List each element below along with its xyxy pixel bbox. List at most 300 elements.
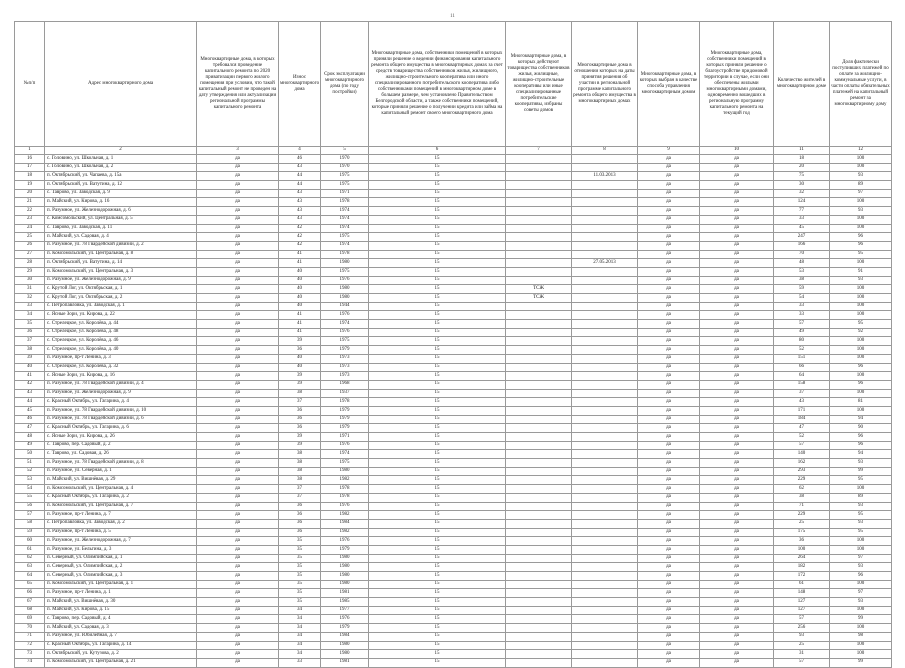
- table-cell: 64: [774, 372, 830, 381]
- table-cell: да: [700, 519, 774, 528]
- header-cell: Многоквартирные дома в отношении которых на даты принятия решения об участии в региональной программе капитального ремонта общего имущества в многоквартирных домах: [572, 22, 638, 147]
- table-cell: [572, 311, 638, 320]
- table-cell: 1980: [321, 285, 369, 294]
- row-number-cell: 38: [15, 346, 45, 355]
- table-row: [15, 406, 892, 415]
- table-cell: 15: [369, 294, 506, 303]
- table-cell: 89: [830, 181, 892, 190]
- table-row: [15, 424, 892, 433]
- table-cell: 46: [279, 155, 321, 164]
- table-cell: да: [197, 624, 279, 633]
- table-cell: да: [197, 163, 279, 172]
- table-cell: 37: [774, 389, 830, 398]
- table-cell: 35: [279, 537, 321, 546]
- table-cell: 38: [279, 467, 321, 476]
- table-cell: 1981: [321, 589, 369, 598]
- table-cell: 171: [774, 406, 830, 415]
- table-cell: 100: [830, 606, 892, 615]
- table-row: [15, 337, 892, 346]
- table-cell: 15: [369, 493, 506, 502]
- table-cell: да: [700, 198, 774, 207]
- row-number-cell: 46: [15, 415, 45, 424]
- table-cell: 1975: [321, 172, 369, 181]
- table-cell: 62: [774, 485, 830, 494]
- table-cell: 1974: [321, 450, 369, 459]
- row-number-cell: 54: [15, 485, 45, 494]
- table-cell: 1976: [321, 441, 369, 450]
- table-cell: 15: [369, 241, 506, 250]
- table-cell: 93: [830, 598, 892, 607]
- table-cell: да: [197, 502, 279, 511]
- table-cell: да: [638, 424, 700, 433]
- table-cell: 100: [830, 537, 892, 546]
- address-cell: с. Петропавловка, ул. Заводская, д. 2: [45, 519, 197, 528]
- address-cell: с. Стрелецкое, ул. Королёва, д. 40: [45, 346, 197, 355]
- address-cell: п. Разумное, ул. 78 Гвардейской дивизии, д. 10: [45, 406, 197, 415]
- table-cell: 97: [830, 589, 892, 598]
- table-cell: да: [197, 424, 279, 433]
- address-cell: п. Комсомольский, ул. Центральная, д. 7: [45, 502, 197, 511]
- table-cell: 1974: [321, 241, 369, 250]
- table-cell: да: [700, 493, 774, 502]
- table-cell: да: [638, 198, 700, 207]
- table-row: [15, 467, 892, 476]
- table-cell: да: [638, 406, 700, 415]
- row-number-cell: 18: [15, 172, 45, 181]
- table-cell: да: [197, 155, 279, 164]
- table-cell: [506, 311, 572, 320]
- table-row: [15, 215, 892, 224]
- address-cell: п. Майский, ул. Вишнёвая, д. 30: [45, 598, 197, 607]
- table-cell: [506, 346, 572, 355]
- table-cell: 41: [279, 320, 321, 329]
- address-cell: п. Разумное, ул. Железнодорожная, д. 9: [45, 276, 197, 285]
- table-cell: 15: [369, 320, 506, 329]
- table-cell: 1979: [321, 545, 369, 554]
- table-cell: [506, 398, 572, 407]
- table-cell: 15: [369, 267, 506, 276]
- table-cell: 1979: [321, 415, 369, 424]
- table-cell: 36: [279, 511, 321, 520]
- address-cell: с. Таврово, пер. Садовый, д. 4: [45, 615, 197, 624]
- table-row: [15, 580, 892, 589]
- column-number: 12: [830, 147, 892, 155]
- table-cell: да: [197, 233, 279, 242]
- row-number-cell: 53: [15, 476, 45, 485]
- table-cell: да: [700, 441, 774, 450]
- table-cell: 1980: [321, 554, 369, 563]
- table-cell: да: [700, 163, 774, 172]
- row-number-cell: 62: [15, 554, 45, 563]
- table-cell: да: [638, 224, 700, 233]
- table-row: [15, 207, 892, 216]
- table-cell: [506, 259, 572, 268]
- table-cell: [506, 606, 572, 615]
- table-row: [15, 328, 892, 337]
- table-cell: 100: [830, 337, 892, 346]
- table-cell: 100: [830, 294, 892, 303]
- table-cell: 15: [369, 650, 506, 659]
- table-cell: [572, 320, 638, 329]
- table-cell: 93: [830, 172, 892, 181]
- table-cell: 59: [774, 285, 830, 294]
- table-cell: 15: [369, 563, 506, 572]
- table-cell: 38: [774, 276, 830, 285]
- table-cell: да: [197, 354, 279, 363]
- table-cell: 96: [830, 233, 892, 242]
- header-cell: Многоквартирные дома, собственники помещений в которых приняли решение о благоустройстве придомовой территории в случае, если они обеспечены жилыми многоквартирными домами, одновременно вошедших в региональную программу капитального ремонта на текущий год: [700, 22, 774, 147]
- table-cell: да: [700, 241, 774, 250]
- table-cell: [506, 441, 572, 450]
- table-cell: [506, 537, 572, 546]
- table-cell: 15: [369, 189, 506, 198]
- table-cell: 32: [774, 189, 830, 198]
- table-cell: 15: [369, 337, 506, 346]
- table-cell: да: [197, 650, 279, 659]
- column-number: 9: [638, 147, 700, 155]
- table-cell: 182: [774, 563, 830, 572]
- table-cell: 1980: [321, 259, 369, 268]
- table-row: [15, 354, 892, 363]
- table-cell: 34: [279, 650, 321, 659]
- row-number-cell: 48: [15, 433, 45, 442]
- table-row: [15, 241, 892, 250]
- table-cell: 71: [774, 502, 830, 511]
- table-cell: 41: [279, 311, 321, 320]
- table-cell: да: [638, 363, 700, 372]
- table-cell: 15: [369, 615, 506, 624]
- row-number-cell: 27: [15, 250, 45, 259]
- table-cell: [506, 233, 572, 242]
- table-cell: [572, 328, 638, 337]
- table-cell: 41: [279, 250, 321, 259]
- table-cell: [572, 545, 638, 554]
- address-cell: п. Комсомольский, ул. Центральная, д. 21: [45, 658, 197, 667]
- table-cell: 100: [830, 346, 892, 355]
- address-cell: п. Разумное, пр-т Ленина, д. 7: [45, 511, 197, 520]
- table-cell: 15: [369, 155, 506, 164]
- table-cell: да: [700, 346, 774, 355]
- table-cell: [506, 580, 572, 589]
- table-cell: 15: [369, 398, 506, 407]
- table-cell: да: [638, 259, 700, 268]
- address-cell: с. Головино, ул. Школьная, д. 1: [45, 155, 197, 164]
- table-cell: [572, 372, 638, 381]
- table-cell: да: [638, 346, 700, 355]
- table-cell: да: [700, 563, 774, 572]
- table-cell: 40: [279, 302, 321, 311]
- table-cell: да: [700, 320, 774, 329]
- row-number-cell: 52: [15, 467, 45, 476]
- table-cell: 48: [774, 259, 830, 268]
- column-number: 10: [700, 147, 774, 155]
- table-cell: 40: [279, 267, 321, 276]
- table-row: [15, 276, 892, 285]
- table-cell: 293: [774, 467, 830, 476]
- table-cell: [572, 276, 638, 285]
- row-number-cell: 24: [15, 224, 45, 233]
- table-row: [15, 372, 892, 381]
- table-cell: 1973: [321, 354, 369, 363]
- table-row: [15, 198, 892, 207]
- table-cell: 80: [774, 337, 830, 346]
- table-cell: 15: [369, 346, 506, 355]
- table-cell: да: [700, 615, 774, 624]
- table-row: [15, 267, 892, 276]
- table-cell: 30: [774, 181, 830, 190]
- table-cell: 15: [369, 215, 506, 224]
- table-cell: [506, 354, 572, 363]
- table-cell: 41: [279, 328, 321, 337]
- table-row: [15, 450, 892, 459]
- table-row: [15, 155, 892, 164]
- table-cell: 96: [830, 441, 892, 450]
- table-cell: 100: [830, 389, 892, 398]
- table-cell: да: [197, 537, 279, 546]
- table-cell: 1973: [321, 363, 369, 372]
- table-cell: 36: [279, 424, 321, 433]
- row-number-cell: 72: [15, 641, 45, 650]
- row-number-cell: 49: [15, 441, 45, 450]
- address-cell: с. Стрелецкое, ул. Королёва, д. 44: [45, 320, 197, 329]
- table-cell: [506, 450, 572, 459]
- table-cell: [572, 189, 638, 198]
- column-number: 2: [45, 147, 197, 155]
- table-cell: 1980: [321, 572, 369, 581]
- table-cell: 25: [774, 641, 830, 650]
- row-number-cell: 64: [15, 572, 45, 581]
- table-cell: 34: [279, 632, 321, 641]
- header-cell: Многоквартирные дома, в которых действуют товарищества собственников жилья, жилищные, жилищно-строительные кооперативы или иные специализированные потребительские кооперативы, избраны советы домов: [506, 22, 572, 147]
- table-cell: 90: [830, 424, 892, 433]
- table-cell: 15: [369, 606, 506, 615]
- table-cell: [572, 250, 638, 259]
- table-cell: да: [197, 441, 279, 450]
- table-cell: 61: [774, 580, 830, 589]
- table-cell: 15: [369, 311, 506, 320]
- table-cell: [572, 641, 638, 650]
- address-cell: п. Разумное, ул. Юбилейная, д. 7: [45, 632, 197, 641]
- table-cell: да: [197, 511, 279, 520]
- table-cell: 124: [774, 198, 830, 207]
- table-cell: 100: [830, 224, 892, 233]
- table-cell: да: [197, 259, 279, 268]
- table-cell: 53: [774, 267, 830, 276]
- table-cell: 35: [279, 589, 321, 598]
- table-cell: 35: [279, 598, 321, 607]
- table-cell: да: [197, 207, 279, 216]
- table-cell: 1985: [321, 598, 369, 607]
- table-cell: да: [700, 363, 774, 372]
- table-cell: [506, 485, 572, 494]
- table-cell: 1970: [321, 155, 369, 164]
- table-cell: 162: [774, 459, 830, 468]
- table-cell: да: [638, 476, 700, 485]
- table-cell: да: [197, 467, 279, 476]
- table-cell: да: [700, 424, 774, 433]
- table-cell: 100: [830, 163, 892, 172]
- table-cell: 96: [830, 433, 892, 442]
- header-cell: Износ многоквартирного дома: [279, 22, 321, 147]
- table-cell: да: [700, 459, 774, 468]
- table-row: [15, 658, 892, 667]
- row-number-cell: 36: [15, 328, 45, 337]
- table-cell: 1975: [321, 459, 369, 468]
- table-cell: да: [197, 389, 279, 398]
- table-cell: 37: [279, 398, 321, 407]
- address-cell: с. Стрелецкое, ул. Королёва, д. 46: [45, 337, 197, 346]
- table-cell: 36: [279, 519, 321, 528]
- table-cell: да: [197, 172, 279, 181]
- table-cell: 43: [279, 215, 321, 224]
- table-cell: 100: [830, 580, 892, 589]
- row-number-cell: 16: [15, 155, 45, 164]
- table-cell: [572, 337, 638, 346]
- table-cell: да: [700, 285, 774, 294]
- table-row: [15, 320, 892, 329]
- table-cell: да: [197, 598, 279, 607]
- table-cell: да: [700, 302, 774, 311]
- table-cell: 49: [774, 328, 830, 337]
- table-cell: 1980: [321, 641, 369, 650]
- table-cell: [572, 624, 638, 633]
- table-cell: 41: [279, 259, 321, 268]
- address-cell: с. Стрелецкое, ул. Королёва, д. 48: [45, 328, 197, 337]
- table-cell: 40: [279, 294, 321, 303]
- table-cell: 100: [830, 650, 892, 659]
- table-cell: [506, 198, 572, 207]
- table-cell: да: [197, 363, 279, 372]
- table-cell: [506, 563, 572, 572]
- table-row: [15, 572, 892, 581]
- table-cell: [572, 406, 638, 415]
- row-number-cell: 20: [15, 189, 45, 198]
- table-cell: 40: [279, 285, 321, 294]
- table-cell: 43: [774, 398, 830, 407]
- table-cell: да: [700, 545, 774, 554]
- table-cell: 1976: [321, 328, 369, 337]
- table-cell: да: [638, 233, 700, 242]
- table-cell: да: [700, 207, 774, 216]
- table-cell: 1976: [321, 311, 369, 320]
- table-cell: [572, 450, 638, 459]
- table-cell: [506, 372, 572, 381]
- table-cell: да: [197, 415, 279, 424]
- table-row: [15, 493, 892, 502]
- table-cell: 1980: [321, 294, 369, 303]
- address-cell: с. Таврово, пер. Садовый, д. 2: [45, 441, 197, 450]
- table-cell: 15: [369, 502, 506, 511]
- table-cell: 96: [830, 363, 892, 372]
- table-cell: [506, 380, 572, 389]
- table-cell: 91: [830, 267, 892, 276]
- table-cell: да: [638, 380, 700, 389]
- table-cell: да: [638, 155, 700, 164]
- table-cell: да: [700, 276, 774, 285]
- table-cell: да: [700, 632, 774, 641]
- table-cell: 1974: [321, 224, 369, 233]
- table-cell: 33: [774, 215, 830, 224]
- table-cell: 34: [279, 615, 321, 624]
- table-cell: да: [638, 267, 700, 276]
- table-cell: [506, 389, 572, 398]
- table-cell: 1980: [321, 650, 369, 659]
- table-cell: 81: [830, 398, 892, 407]
- table-cell: да: [638, 598, 700, 607]
- address-cell: с. Головино, ул. Школьная, д. 2: [45, 163, 197, 172]
- table-cell: да: [638, 545, 700, 554]
- table-cell: [572, 155, 638, 164]
- table-cell: 33: [774, 302, 830, 311]
- table-cell: [506, 224, 572, 233]
- table-cell: да: [700, 511, 774, 520]
- table-cell: 100: [830, 259, 892, 268]
- row-number-cell: 57: [15, 511, 45, 520]
- table-cell: да: [700, 658, 774, 667]
- table-cell: 52: [774, 433, 830, 442]
- table-cell: [506, 476, 572, 485]
- table-cell: да: [638, 528, 700, 537]
- address-cell: п. Разумное, ул. Бельгина, д. 3: [45, 545, 197, 554]
- table-cell: [572, 502, 638, 511]
- table-cell: 148: [774, 589, 830, 598]
- table-cell: 100: [830, 406, 892, 415]
- table-row: [15, 311, 892, 320]
- row-number-cell: 50: [15, 450, 45, 459]
- table-cell: [506, 519, 572, 528]
- table-row: [15, 389, 892, 398]
- table-cell: 1978: [321, 250, 369, 259]
- table-cell: 42: [279, 241, 321, 250]
- address-cell: п. Разумное, ул. Железнодорожная, д. 6: [45, 207, 197, 216]
- table-cell: 1975: [321, 233, 369, 242]
- table-cell: [506, 650, 572, 659]
- table-cell: 15: [369, 511, 506, 520]
- table-cell: [506, 459, 572, 468]
- table-cell: да: [197, 285, 279, 294]
- table-cell: 39: [279, 380, 321, 389]
- address-cell: п. Разумное, ул. Северная, д. 1: [45, 467, 197, 476]
- table-cell: [506, 155, 572, 164]
- column-number-row: [15, 147, 892, 155]
- table-cell: 15: [369, 380, 506, 389]
- table-cell: 33: [279, 658, 321, 667]
- table-cell: 99: [830, 615, 892, 624]
- table-cell: 39: [279, 372, 321, 381]
- table-row: [15, 294, 892, 303]
- table-cell: [572, 224, 638, 233]
- table-cell: 1981: [321, 658, 369, 667]
- table-cell: 93: [830, 519, 892, 528]
- table-row: [15, 189, 892, 198]
- address-cell: п. Северный, ул. Олимпийская, д. 1: [45, 554, 197, 563]
- table-cell: да: [700, 433, 774, 442]
- table-cell: 89: [830, 493, 892, 502]
- table-row: [15, 545, 892, 554]
- table-cell: [572, 467, 638, 476]
- table-cell: [572, 658, 638, 667]
- table-cell: да: [638, 328, 700, 337]
- table-cell: да: [197, 406, 279, 415]
- row-number-cell: 21: [15, 198, 45, 207]
- table-cell: 184: [774, 415, 830, 424]
- table-cell: [506, 615, 572, 624]
- table-cell: 1977: [321, 606, 369, 615]
- table-cell: да: [700, 172, 774, 181]
- table-cell: да: [700, 528, 774, 537]
- table-cell: [572, 519, 638, 528]
- table-row: [15, 285, 892, 294]
